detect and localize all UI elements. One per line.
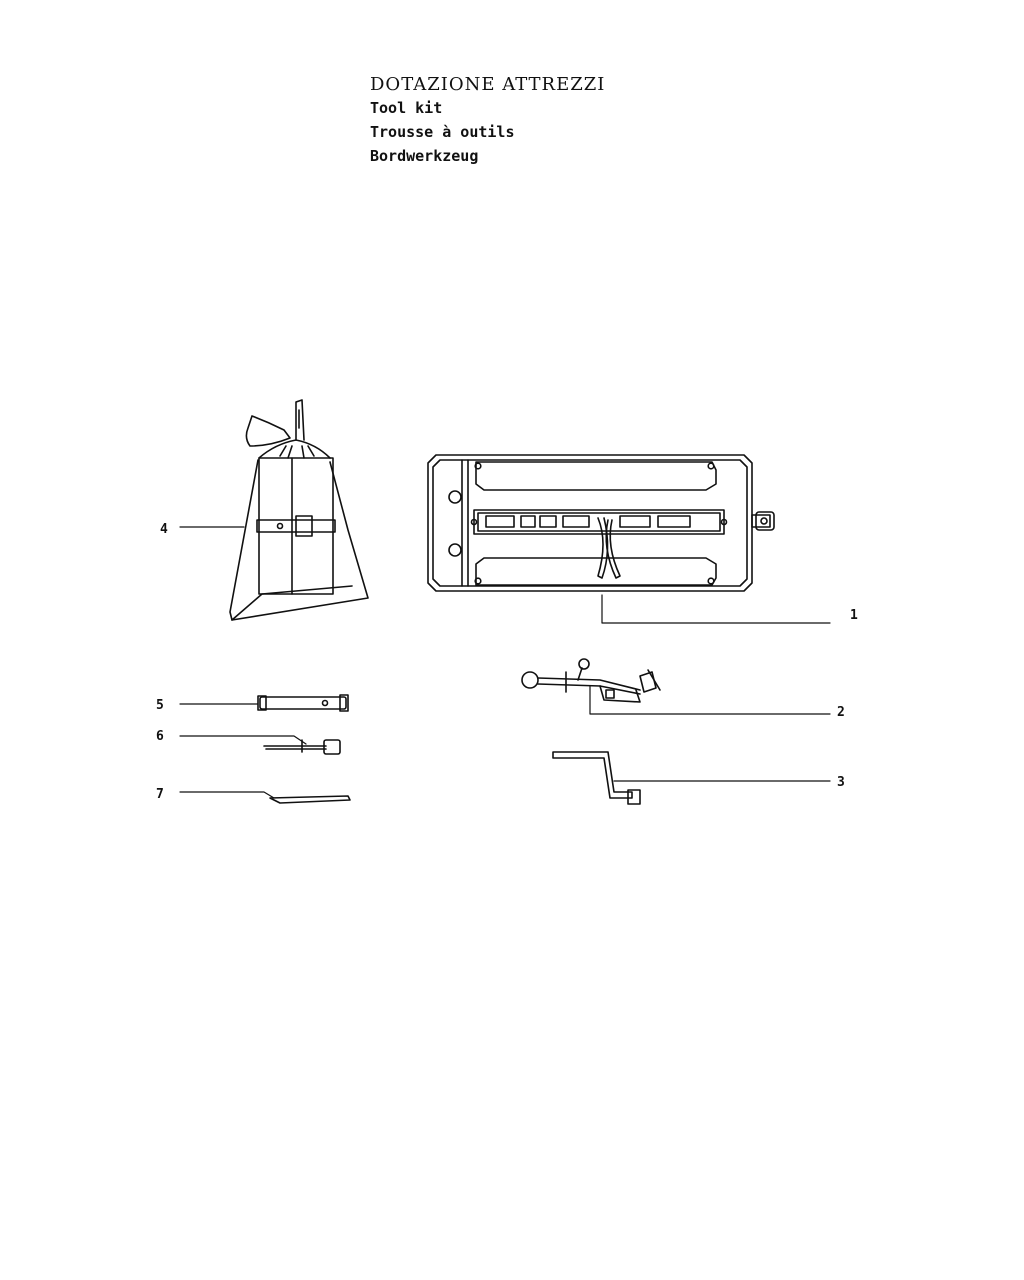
leader-line-2 [590,686,830,714]
callout-7: 7 [156,787,164,802]
tool-case-illustration [428,455,774,591]
leader-line-1 [602,595,830,623]
blade-tool-illustration [270,796,350,803]
callout-1: 1 [850,608,858,623]
callout-6: 6 [156,729,164,744]
wheel-brace-illustration [553,752,640,804]
title-german: Bordwerkzeug [370,147,479,165]
title-english: Tool kit [370,99,443,117]
callout-2: 2 [837,705,845,720]
callout-4: 4 [160,522,168,537]
title-italian: DOTAZIONE ATTREZZI [370,74,606,95]
callout-3: 3 [837,775,845,790]
callout-5: 5 [156,698,164,713]
leader-line-7 [180,792,274,798]
tool-bag-illustration [230,400,368,620]
leader-line-6 [180,736,306,744]
title-french: Trousse à outils [370,123,515,141]
leader-lines [180,527,830,798]
box-wrench-illustration [258,695,348,711]
jack-illustration [522,659,660,702]
plug-tool-illustration [264,740,340,754]
